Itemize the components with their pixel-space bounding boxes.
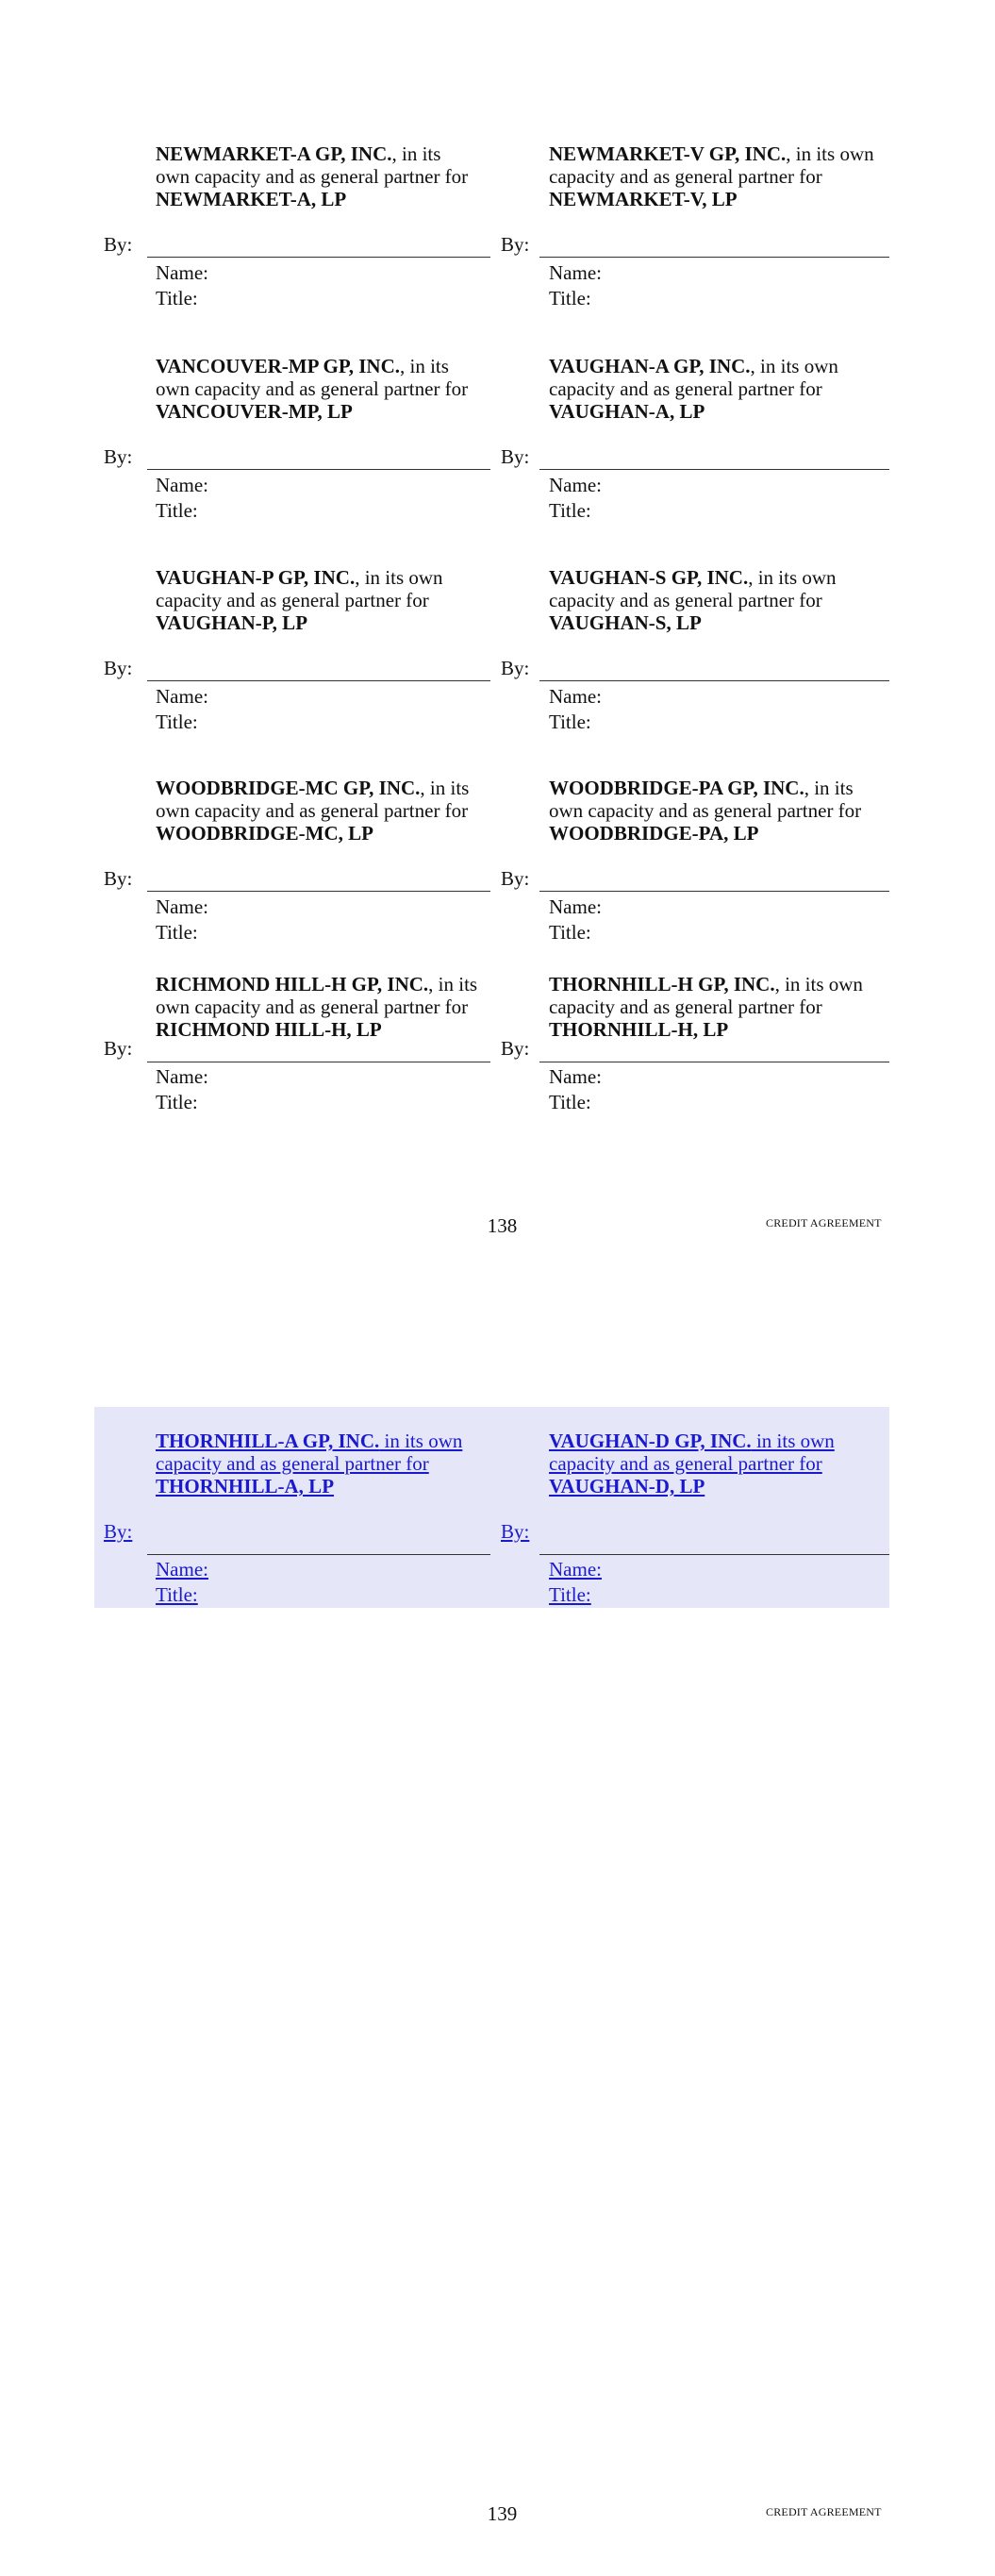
lp-name: WOODBRIDGE-PA, LP (549, 822, 759, 845)
by-label: By: (501, 1520, 530, 1543)
by-label: By: (104, 1520, 133, 1543)
signature-line[interactable] (539, 1554, 889, 1555)
inserted-signature-block (94, 1407, 889, 1608)
lp-name: RICHMOND HILL-H, LP (156, 1018, 382, 1041)
entity-text: VANCOUVER-MP GP, INC., in its own capacity and as general partner for VANCOUVER-MP, LP (156, 355, 469, 423)
title-label: Title: (156, 1091, 198, 1113)
page-number: 139 (487, 2502, 518, 2525)
gp-name: THORNHILL-A GP, INC. (156, 1430, 380, 1452)
name-label: Name: (156, 895, 208, 918)
lp-name: NEWMARKET-V, LP (549, 188, 738, 210)
lp-name: VAUGHAN-P, LP (156, 611, 308, 634)
lp-name: NEWMARKET-A, LP (156, 188, 347, 210)
name-label: Name: (156, 1558, 208, 1581)
by-label: By: (104, 867, 133, 890)
gp-name: NEWMARKET-A GP, INC. (156, 142, 392, 165)
title-label: Title: (156, 1583, 198, 1606)
name-label: Name: (549, 1065, 602, 1088)
title-label: Title: (156, 499, 198, 522)
entity-text: VAUGHAN-D GP, INC. in its own capacity and as general partner for VAUGHAN-D, LP (549, 1430, 835, 1497)
entity-text: NEWMARKET-V GP, INC., in its own capacity and as general partner for NEWMARKET-V, LP (549, 142, 874, 210)
by-label: By: (501, 445, 530, 468)
title-label: Title: (549, 711, 591, 733)
by-label: By: (501, 657, 530, 679)
by-label: By: (104, 233, 133, 256)
lp-name: VAUGHAN-S, LP (549, 611, 702, 634)
entity-text: WOODBRIDGE-PA GP, INC., in its own capacity and as general partner for WOODBRIDGE-PA, LP (549, 777, 862, 845)
gp-name: WOODBRIDGE-MC GP, INC. (156, 777, 421, 799)
entity-text: NEWMARKET-A GP, INC., in its own capacity and as general partner for NEWMARKET-A, LP (156, 142, 469, 210)
name-label: Name: (156, 1065, 208, 1088)
gp-name: VANCOUVER-MP GP, INC. (156, 355, 401, 377)
gp-name: RICHMOND HILL-H GP, INC. (156, 973, 429, 995)
lp-name: THORNHILL-H, LP (549, 1018, 729, 1041)
entity-text: WOODBRIDGE-MC GP, INC., in its own capacity and as general partner for WOODBRIDGE-MC, LP (156, 777, 470, 845)
page-number: 138 (487, 1214, 518, 1237)
title-label: Title: (549, 499, 591, 522)
gp-name: THORNHILL-H GP, INC. (549, 973, 775, 995)
lp-name: THORNHILL-A, LP (156, 1475, 335, 1497)
gp-name: VAUGHAN-P GP, INC. (156, 566, 356, 589)
title-label: Title: (549, 1091, 591, 1113)
gp-name: NEWMARKET-V GP, INC. (549, 142, 787, 165)
gp-name: VAUGHAN-S GP, INC. (549, 566, 749, 589)
name-label: Name: (549, 1558, 602, 1581)
gp-name: VAUGHAN-D GP, INC. (549, 1430, 752, 1452)
by-label: By: (501, 867, 530, 890)
name-label: Name: (156, 474, 208, 496)
entity-text: RICHMOND HILL-H GP, INC., in its own capacity and as general partner for RICHMOND HILL-H, LP (156, 973, 478, 1041)
entity-text: THORNHILL-A GP, INC. in its own capacity and as general partner for THORNHILL-A, LP (156, 1430, 463, 1497)
by-label: By: (501, 233, 530, 256)
entity-text: VAUGHAN-S GP, INC., in its own capacity and as general partner for VAUGHAN-S, LP (549, 566, 837, 634)
name-label: Name: (156, 261, 208, 284)
name-label: Name: (549, 685, 602, 708)
entity-block-left (156, 1430, 481, 1497)
footer-credit-agreement: CREDIT AGREEMENT (766, 2505, 882, 2518)
entity-text: THORNHILL-H GP, INC., in its own capacity and as general partner for THORNHILL-H, LP (549, 973, 863, 1041)
footer-credit-agreement: CREDIT AGREEMENT (766, 1216, 882, 1229)
name-label: Name: (156, 685, 208, 708)
lp-name: VAUGHAN-D, LP (549, 1475, 705, 1497)
gp-name: WOODBRIDGE-PA GP, INC. (549, 777, 804, 799)
by-label: By: (104, 1037, 133, 1060)
lp-name: VANCOUVER-MP, LP (156, 400, 353, 423)
name-label: Name: (549, 261, 602, 284)
lp-name: WOODBRIDGE-MC, LP (156, 822, 373, 845)
by-label: By: (501, 1037, 530, 1060)
title-label: Title: (156, 287, 198, 309)
by-label: By: (104, 445, 133, 468)
title-label: Title: (549, 921, 591, 944)
name-label: Name: (549, 895, 602, 918)
by-label: By: (104, 657, 133, 679)
lp-name: VAUGHAN-A, LP (549, 400, 705, 423)
title-label: Title: (549, 287, 591, 309)
title-label: Title: (156, 711, 198, 733)
entity-text: VAUGHAN-P GP, INC., in its own capacity and as general partner for VAUGHAN-P, LP (156, 566, 443, 634)
gp-name: VAUGHAN-A GP, INC. (549, 355, 751, 377)
entity-block-right (549, 1430, 879, 1497)
signature-line[interactable] (147, 1554, 490, 1555)
entity-text: VAUGHAN-A GP, INC., in its own capacity and as general partner for VAUGHAN-A, LP (549, 355, 838, 423)
title-label: Title: (549, 1583, 591, 1606)
name-label: Name: (549, 474, 602, 496)
title-label: Title: (156, 921, 198, 944)
